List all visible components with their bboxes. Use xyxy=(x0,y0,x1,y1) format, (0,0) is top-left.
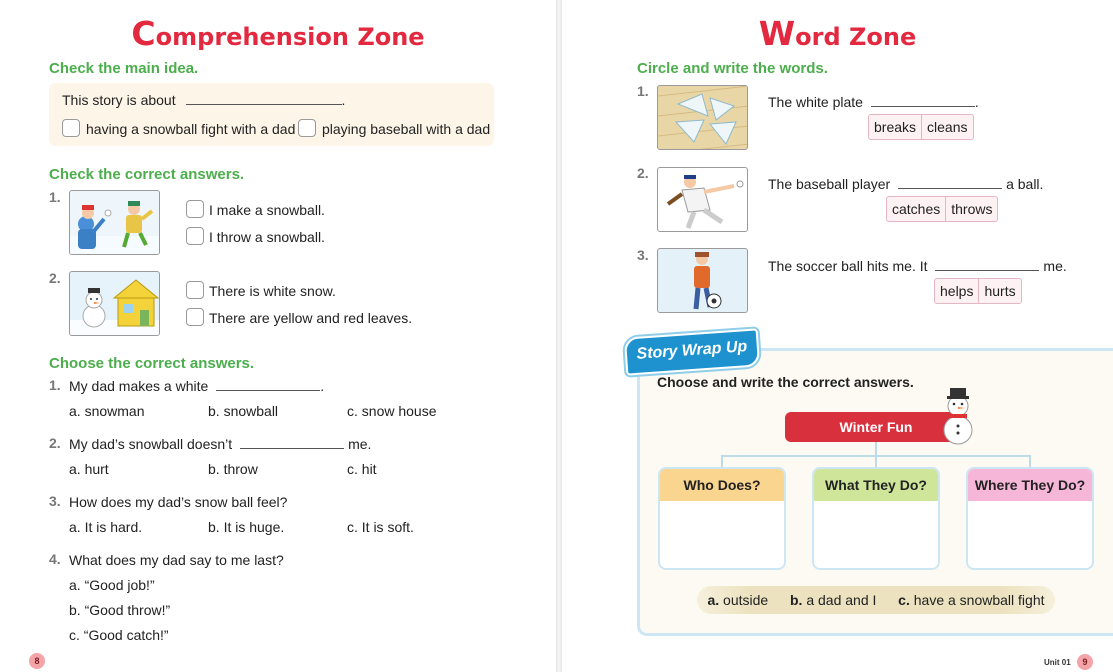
main-idea-heading: Check the main idea. xyxy=(49,60,199,77)
correct-answers-heading: Check the correct answers. xyxy=(49,166,245,183)
left-page xyxy=(0,0,556,672)
soccer-boy-illustration xyxy=(657,248,748,313)
question-1-choice-a[interactable]: a. snowman xyxy=(69,403,145,419)
question-2-blank[interactable] xyxy=(240,437,344,449)
snowman-house-illustration xyxy=(69,271,160,336)
check-1-option-1-checkbox[interactable] xyxy=(186,200,204,218)
kids-snowball-illustration xyxy=(69,190,160,255)
answer-b-text[interactable]: a dad and I xyxy=(806,592,877,608)
word-item-2-options xyxy=(886,196,998,222)
check-2-option-2-checkbox[interactable] xyxy=(186,308,204,326)
question-4-number: 4. xyxy=(49,551,61,567)
question-2-text: My dad’s snowball doesn’t me. xyxy=(69,436,372,452)
main-idea-blank[interactable] xyxy=(186,93,342,105)
unit-label: Unit 01 xyxy=(1044,658,1071,667)
question-3-choice-a[interactable]: a. It is hard. xyxy=(69,519,143,535)
winter-fun-box: Winter Fun xyxy=(785,412,967,442)
question-2-choice-c[interactable]: c. hit xyxy=(347,461,377,477)
card-who-does-header: Who Does? xyxy=(660,469,784,501)
question-4-text: What does my dad say to me last? xyxy=(69,552,284,568)
snowman-icon xyxy=(940,384,976,446)
question-2-choice-b[interactable]: b. throw xyxy=(208,461,258,477)
word-item-3-sentence: The soccer ball hits me. It me. xyxy=(768,258,1067,274)
check-item-2-number: 2. xyxy=(49,270,61,286)
page-number-left: 8 xyxy=(29,653,45,669)
main-idea-option-1-checkbox[interactable] xyxy=(62,119,80,137)
question-2-choice-a[interactable]: a. hurt xyxy=(69,461,109,477)
comprehension-zone-title: Comprehension Zone xyxy=(131,14,425,53)
check-item-1-number: 1. xyxy=(49,189,61,205)
word-item-1-number: 1. xyxy=(637,83,649,99)
main-idea-option-2-checkbox[interactable] xyxy=(298,119,316,137)
answer-c-text[interactable]: have a snowball fight xyxy=(913,592,1045,608)
connector-center xyxy=(875,442,877,456)
word-option-throws[interactable]: throws xyxy=(945,197,997,221)
question-3-number: 3. xyxy=(49,493,61,509)
question-1-blank[interactable] xyxy=(216,379,320,391)
question-4-choice-a[interactable]: a. “Good job!” xyxy=(69,577,155,593)
answer-a-text[interactable]: outside xyxy=(723,592,769,608)
answer-a-letter: a. xyxy=(707,592,720,608)
word-option-catches[interactable]: catches xyxy=(892,201,941,217)
answer-c-letter: c. xyxy=(898,592,910,608)
card-what-they-do[interactable] xyxy=(812,467,940,570)
question-1-choice-c[interactable]: c. snow house xyxy=(347,403,437,419)
main-idea-option-2: playing baseball with a dad xyxy=(322,121,491,137)
question-1-number: 1. xyxy=(49,377,61,393)
check-2-option-2: There are yellow and red leaves. xyxy=(209,310,413,326)
question-3-choice-c[interactable]: c. It is soft. xyxy=(347,519,414,535)
main-idea-option-1: having a snowball fight with a dad xyxy=(86,121,296,137)
circle-words-heading: Circle and write the words. xyxy=(637,60,828,77)
answer-b-letter: b. xyxy=(789,592,803,608)
word-item-1-options xyxy=(868,114,974,140)
baseball-player-illustration xyxy=(657,167,748,232)
check-1-option-1: I make a snowball. xyxy=(209,202,325,218)
word-item-3-options xyxy=(934,278,1022,304)
word-item-1-sentence: The white plate . xyxy=(768,94,979,110)
word-option-helps[interactable]: helps xyxy=(940,283,974,299)
page-number-right: 9 xyxy=(1077,654,1093,670)
card-who-does[interactable] xyxy=(658,467,786,570)
question-2-number: 2. xyxy=(49,435,61,451)
right-page xyxy=(562,0,1113,672)
story-wrap-badge: Story Wrap Up xyxy=(624,328,760,375)
check-1-option-2: I throw a snowball. xyxy=(209,229,325,245)
check-1-option-2-checkbox[interactable] xyxy=(186,227,204,245)
word-option-breaks[interactable]: breaks xyxy=(874,119,917,135)
word-zone-title: Word Zone xyxy=(758,14,917,53)
question-1-text: My dad makes a white . xyxy=(69,378,325,394)
word-item-2-number: 2. xyxy=(637,165,649,181)
main-idea-prompt: This story is about . xyxy=(62,92,346,108)
card-where-they-do-header: Where They Do? xyxy=(968,469,1092,501)
word-option-cleans[interactable]: cleans xyxy=(921,115,972,139)
story-wrap-instruction: Choose and write the correct answers. xyxy=(657,374,914,390)
choose-answers-heading: Choose the correct answers. xyxy=(49,355,255,372)
word-item-1-blank[interactable] xyxy=(871,95,975,107)
question-4-choice-b[interactable]: b. “Good throw!” xyxy=(69,602,171,618)
question-3-text: How does my dad’s snow ball feel? xyxy=(69,494,288,510)
question-3-choice-b[interactable]: b. It is huge. xyxy=(208,519,285,535)
card-what-they-do-header: What They Do? xyxy=(814,469,938,501)
word-item-2-sentence: The baseball player a ball. xyxy=(768,176,1044,192)
word-item-2-blank[interactable] xyxy=(898,177,1002,189)
word-item-3-number: 3. xyxy=(637,247,649,263)
answer-choices-bar xyxy=(697,586,1055,614)
question-1-choice-b[interactable]: b. snowball xyxy=(208,403,279,419)
question-4-choice-c[interactable]: c. “Good catch!” xyxy=(69,627,169,643)
word-item-3-blank[interactable] xyxy=(935,259,1039,271)
broken-plate-illustration xyxy=(657,85,748,150)
check-2-option-1: There is white snow. xyxy=(209,283,336,299)
word-option-hurts[interactable]: hurts xyxy=(978,279,1020,303)
check-2-option-1-checkbox[interactable] xyxy=(186,281,204,299)
card-where-they-do[interactable] xyxy=(966,467,1094,570)
